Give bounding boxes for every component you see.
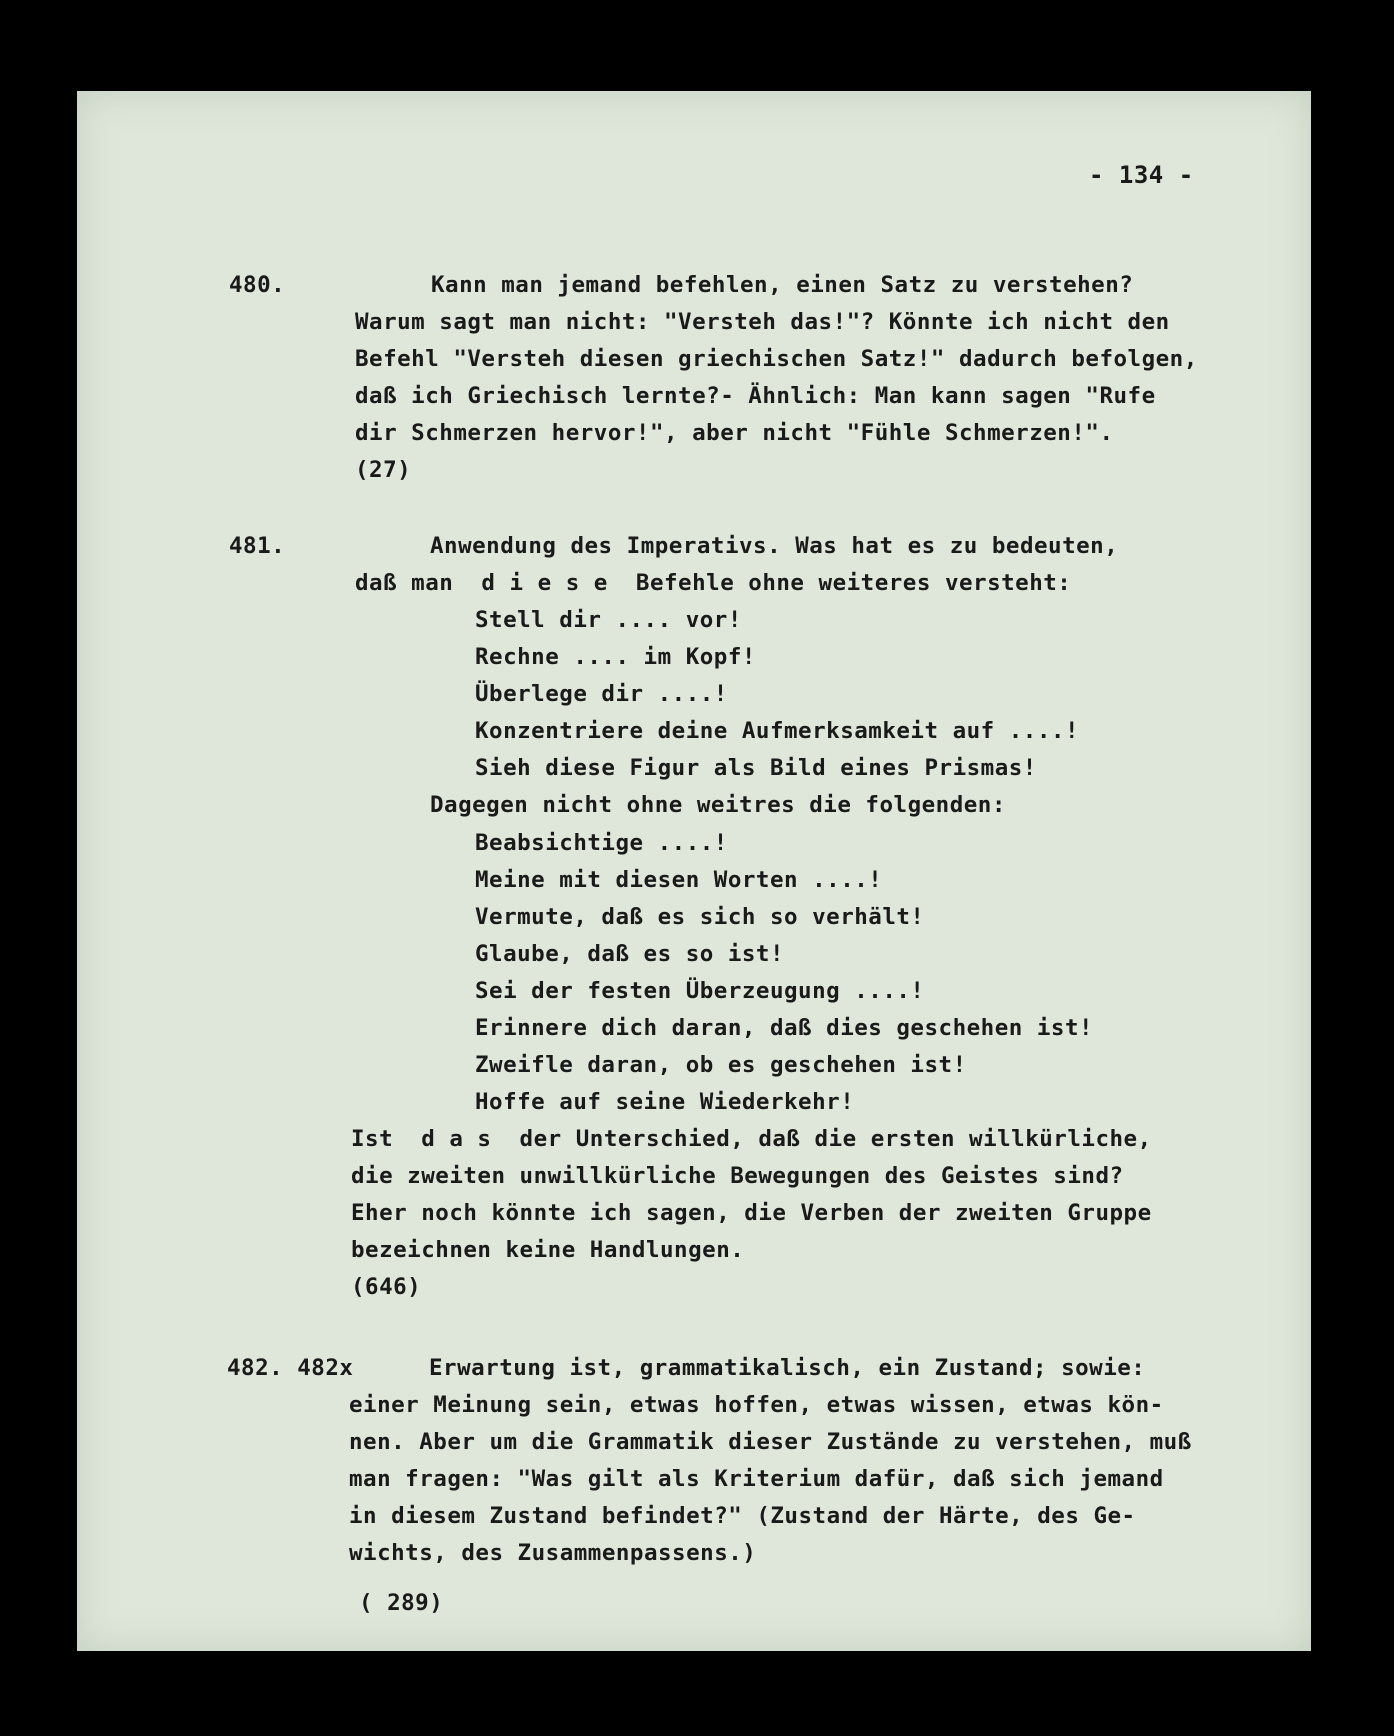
- reference-number: ( 289): [359, 1590, 444, 1616]
- typescript-page: [77, 91, 1311, 1651]
- text-line: Erwartung ist, grammatikalisch, ein Zustand; sowie:: [429, 1355, 1146, 1381]
- section-number-481: 481.: [229, 533, 286, 559]
- text-line: daß ich Griechisch lernte?- Ähnlich: Man kann sagen "Rufe: [355, 383, 1156, 409]
- text-line: Anwendung des Imperativs. Was hat es zu bedeuten,: [430, 533, 1119, 559]
- text-line: Kann man jemand befehlen, einen Satz zu verstehen?: [431, 272, 1134, 298]
- text-line: man fragen: "Was gilt als Kriterium dafür, daß sich jemand: [349, 1466, 1164, 1492]
- imperative-example: Erinnere dich daran, daß dies geschehen ist!: [475, 1015, 1094, 1041]
- imperative-example: Stell dir .... vor!: [475, 607, 742, 633]
- text-line: Befehl "Versteh diesen griechischen Satz!" dadurch befolgen,: [355, 346, 1198, 372]
- imperative-example: Überlege dir ....!: [475, 681, 728, 707]
- text-line: in diesem Zustand befindet?" (Zustand der Härte, des Ge-: [349, 1503, 1136, 1529]
- text-line: wichts, des Zusammenpassens.): [349, 1540, 757, 1566]
- text-line: Dagegen nicht ohne weitres die folgenden:: [430, 792, 1006, 818]
- imperative-example: Glaube, daß es so ist!: [475, 941, 785, 967]
- imperative-example: Sieh diese Figur als Bild eines Prismas!: [475, 755, 1037, 781]
- text-line: nen. Aber um die Grammatik dieser Zustände zu verstehen, muß: [349, 1429, 1192, 1455]
- imperative-example: Vermute, daß es sich so verhält!: [475, 904, 925, 930]
- page-number: - 134 -: [1089, 161, 1194, 189]
- imperative-example: Hoffe auf seine Wiederkehr!: [475, 1089, 855, 1115]
- imperative-example: Rechne .... im Kopf!: [475, 644, 756, 670]
- text-line: Eher noch könnte ich sagen, die Verben der zweiten Gruppe: [351, 1200, 1152, 1226]
- section-number-480: 480.: [229, 272, 286, 298]
- imperative-example: Sei der festen Überzeugung ....!: [475, 978, 925, 1004]
- text-line: bezeichnen keine Handlungen.: [351, 1237, 745, 1263]
- text-line: Ist d a s der Unterschied, daß die ersten willkürliche,: [351, 1126, 1152, 1152]
- reference-number: (27): [355, 457, 412, 483]
- imperative-example: Meine mit diesen Worten ....!: [475, 867, 883, 893]
- imperative-example: Konzentriere deine Aufmerksamkeit auf ....!: [475, 718, 1079, 744]
- text-line: dir Schmerzen hervor!", aber nicht "Fühle Schmerzen!".: [355, 420, 1114, 446]
- imperative-example: Beabsichtige ....!: [475, 830, 728, 856]
- text-line: daß man d i e s e Befehle ohne weiteres versteht:: [355, 570, 1072, 596]
- section-number-482: 482. 482x: [227, 1355, 354, 1381]
- imperative-example: Zweifle daran, ob es geschehen ist!: [475, 1052, 967, 1078]
- text-line: die zweiten unwillkürliche Bewegungen des Geistes sind?: [351, 1163, 1124, 1189]
- reference-number: (646): [351, 1274, 422, 1300]
- text-line: Warum sagt man nicht: "Versteh das!"? Könnte ich nicht den: [355, 309, 1170, 335]
- text-line: einer Meinung sein, etwas hoffen, etwas wissen, etwas kön-: [349, 1392, 1164, 1418]
